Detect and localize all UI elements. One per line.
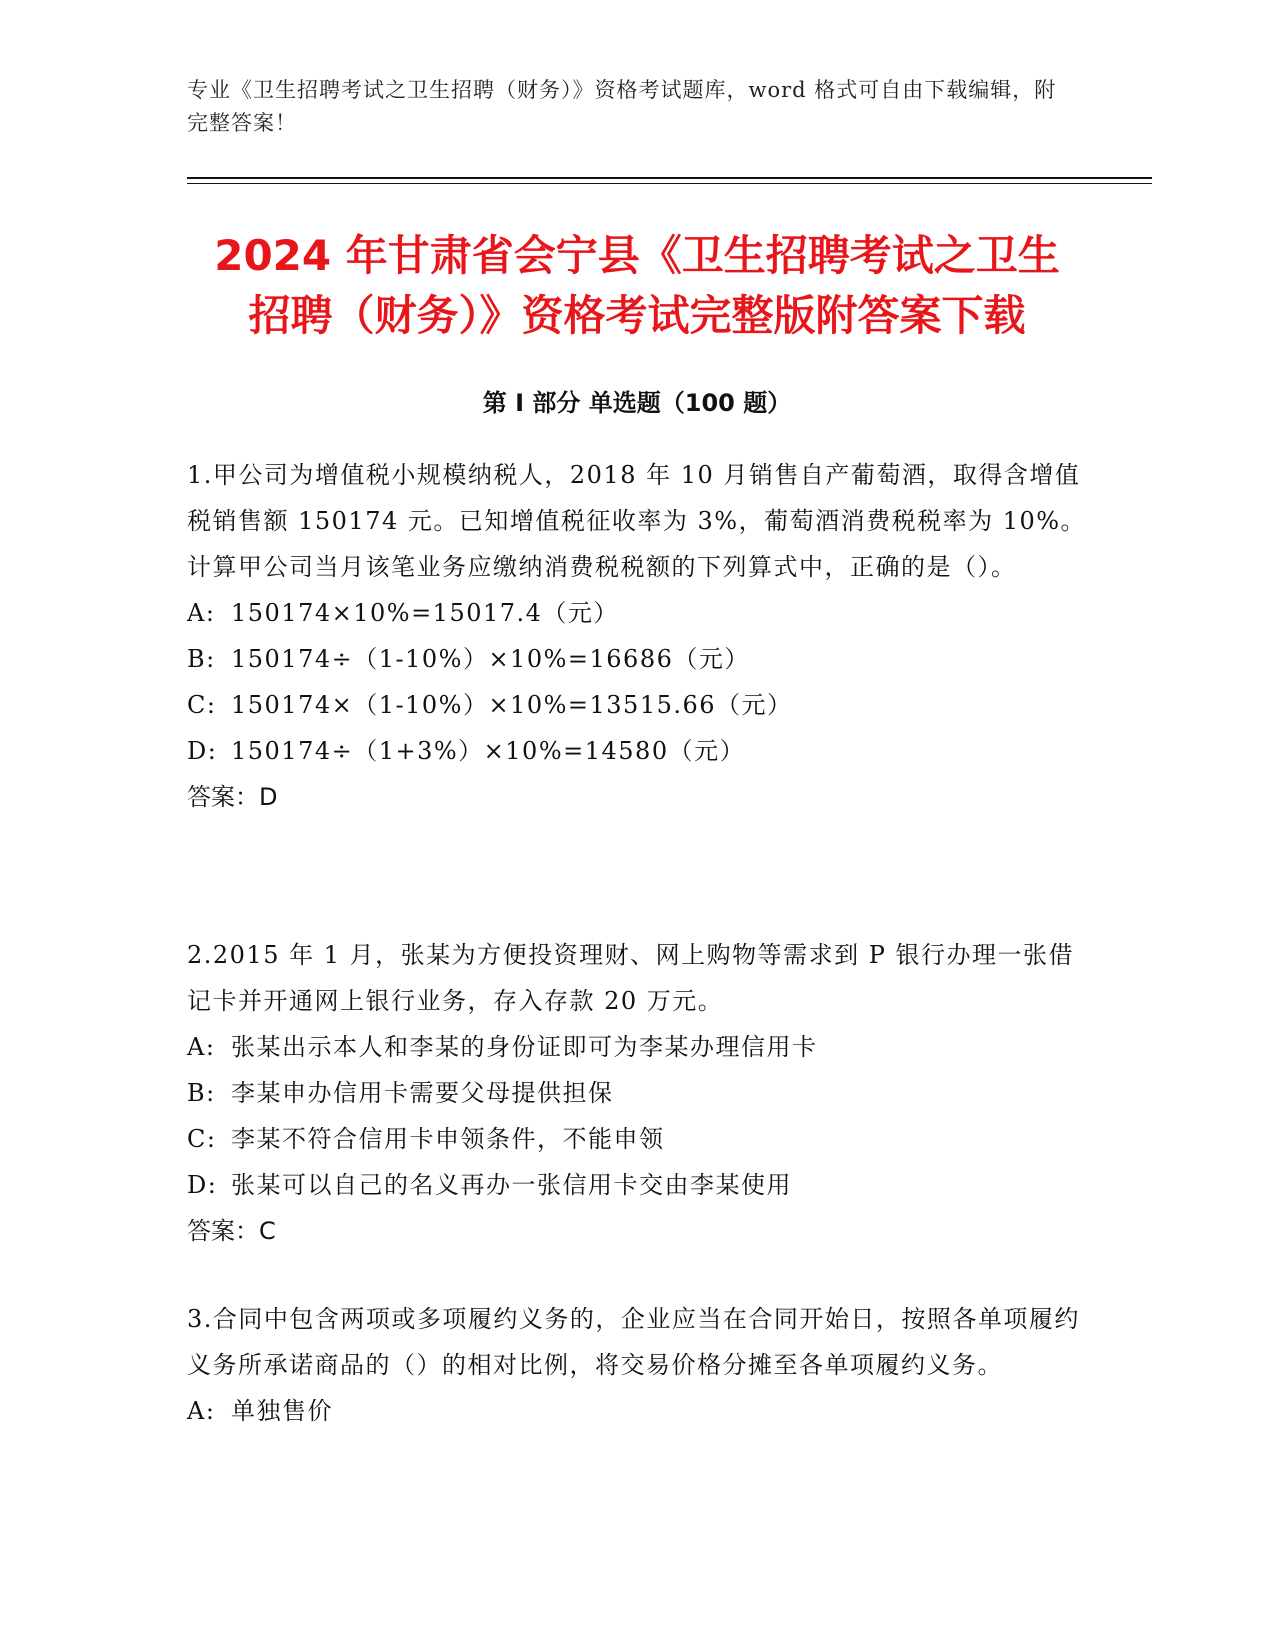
option-letter: D:: [187, 737, 218, 765]
option-letter: C:: [187, 1125, 217, 1153]
option-a: [187, 1388, 1087, 1434]
option-letter: B:: [187, 1079, 216, 1107]
option-text: 李某不符合信用卡申领条件，不能申领: [231, 1125, 665, 1153]
option-text: 150174×10%=15017.4（元）: [231, 599, 619, 627]
option-text: 张某可以自己的名义再办一张信用卡交由李某使用: [231, 1171, 792, 1199]
option-b: [187, 636, 1087, 682]
question-stem: 3.合同中包含两项或多项履约义务的，企业应当在合同开始日，按照各单项履约义务所承诺商品的（）的相对比例，将交易价格分摊至各单项履约义务。: [187, 1305, 1080, 1379]
question-stem: 2.2015 年 1 月，张某为方便投资理财、网上购物等需求到 P 银行办理一张借记卡并开通网上银行业务，存入存款 20 万元。: [187, 941, 1075, 1015]
question-3: [187, 1296, 1087, 1434]
option-letter: A:: [187, 1033, 216, 1061]
answer-line: 答案：C: [187, 1217, 276, 1245]
option-letter: B:: [187, 645, 216, 673]
option-c: [187, 682, 1087, 728]
document-title-line-2: 招聘（财务）》资格考试完整版附答案下载: [248, 291, 1026, 340]
option-letter: A:: [187, 1397, 216, 1425]
option-text: 李某申办信用卡需要父母提供担保: [231, 1079, 614, 1107]
header-divider-thick: [187, 177, 1152, 179]
question-2: [187, 932, 1087, 1254]
option-text: 150174÷（1-10%）×10%=16686（元）: [231, 645, 750, 673]
option-letter: C:: [187, 691, 217, 719]
header-divider-thin: [187, 183, 1152, 184]
document-title-line-1: 2024 年甘肃省会宁县《卫生招聘考试之卫生: [214, 231, 1060, 280]
option-d: [187, 728, 1087, 774]
option-letter: D:: [187, 1171, 218, 1199]
option-d: [187, 1162, 1087, 1208]
option-letter: A:: [187, 599, 216, 627]
section-heading: 第 I 部分 单选题（100 题）: [482, 389, 792, 417]
option-text: 单独售价: [231, 1397, 333, 1425]
answer-line: 答案：D: [187, 783, 278, 811]
option-a: [187, 590, 1087, 636]
option-text: 张某出示本人和李某的身份证即可为李某办理信用卡: [231, 1033, 818, 1061]
option-text: 150174×（1-10%）×10%=13515.66（元）: [231, 691, 793, 719]
option-a: [187, 1024, 1087, 1070]
question-stem: 1.甲公司为增值税小规模纳税人，2018 年 10 月销售自产葡萄酒，取得含增值税销售额 150174 元。已知增值税征收率为 3%，葡萄酒消费税税率为 10%。计算甲公司当月该笔业务应缴纳消费税税额的下列算式中，正确的是（）。: [187, 461, 1087, 581]
option-text: 150174÷（1+3%）×10%=14580（元）: [231, 737, 746, 765]
option-c: [187, 1116, 1087, 1162]
header-note: 专业《卫生招聘考试之卫生招聘（财务）》资格考试题库，word 格式可自由下载编辑，附完整答案！: [187, 78, 1057, 135]
question-1: [187, 452, 1087, 820]
document-title: [187, 226, 1087, 346]
option-b: [187, 1070, 1087, 1116]
